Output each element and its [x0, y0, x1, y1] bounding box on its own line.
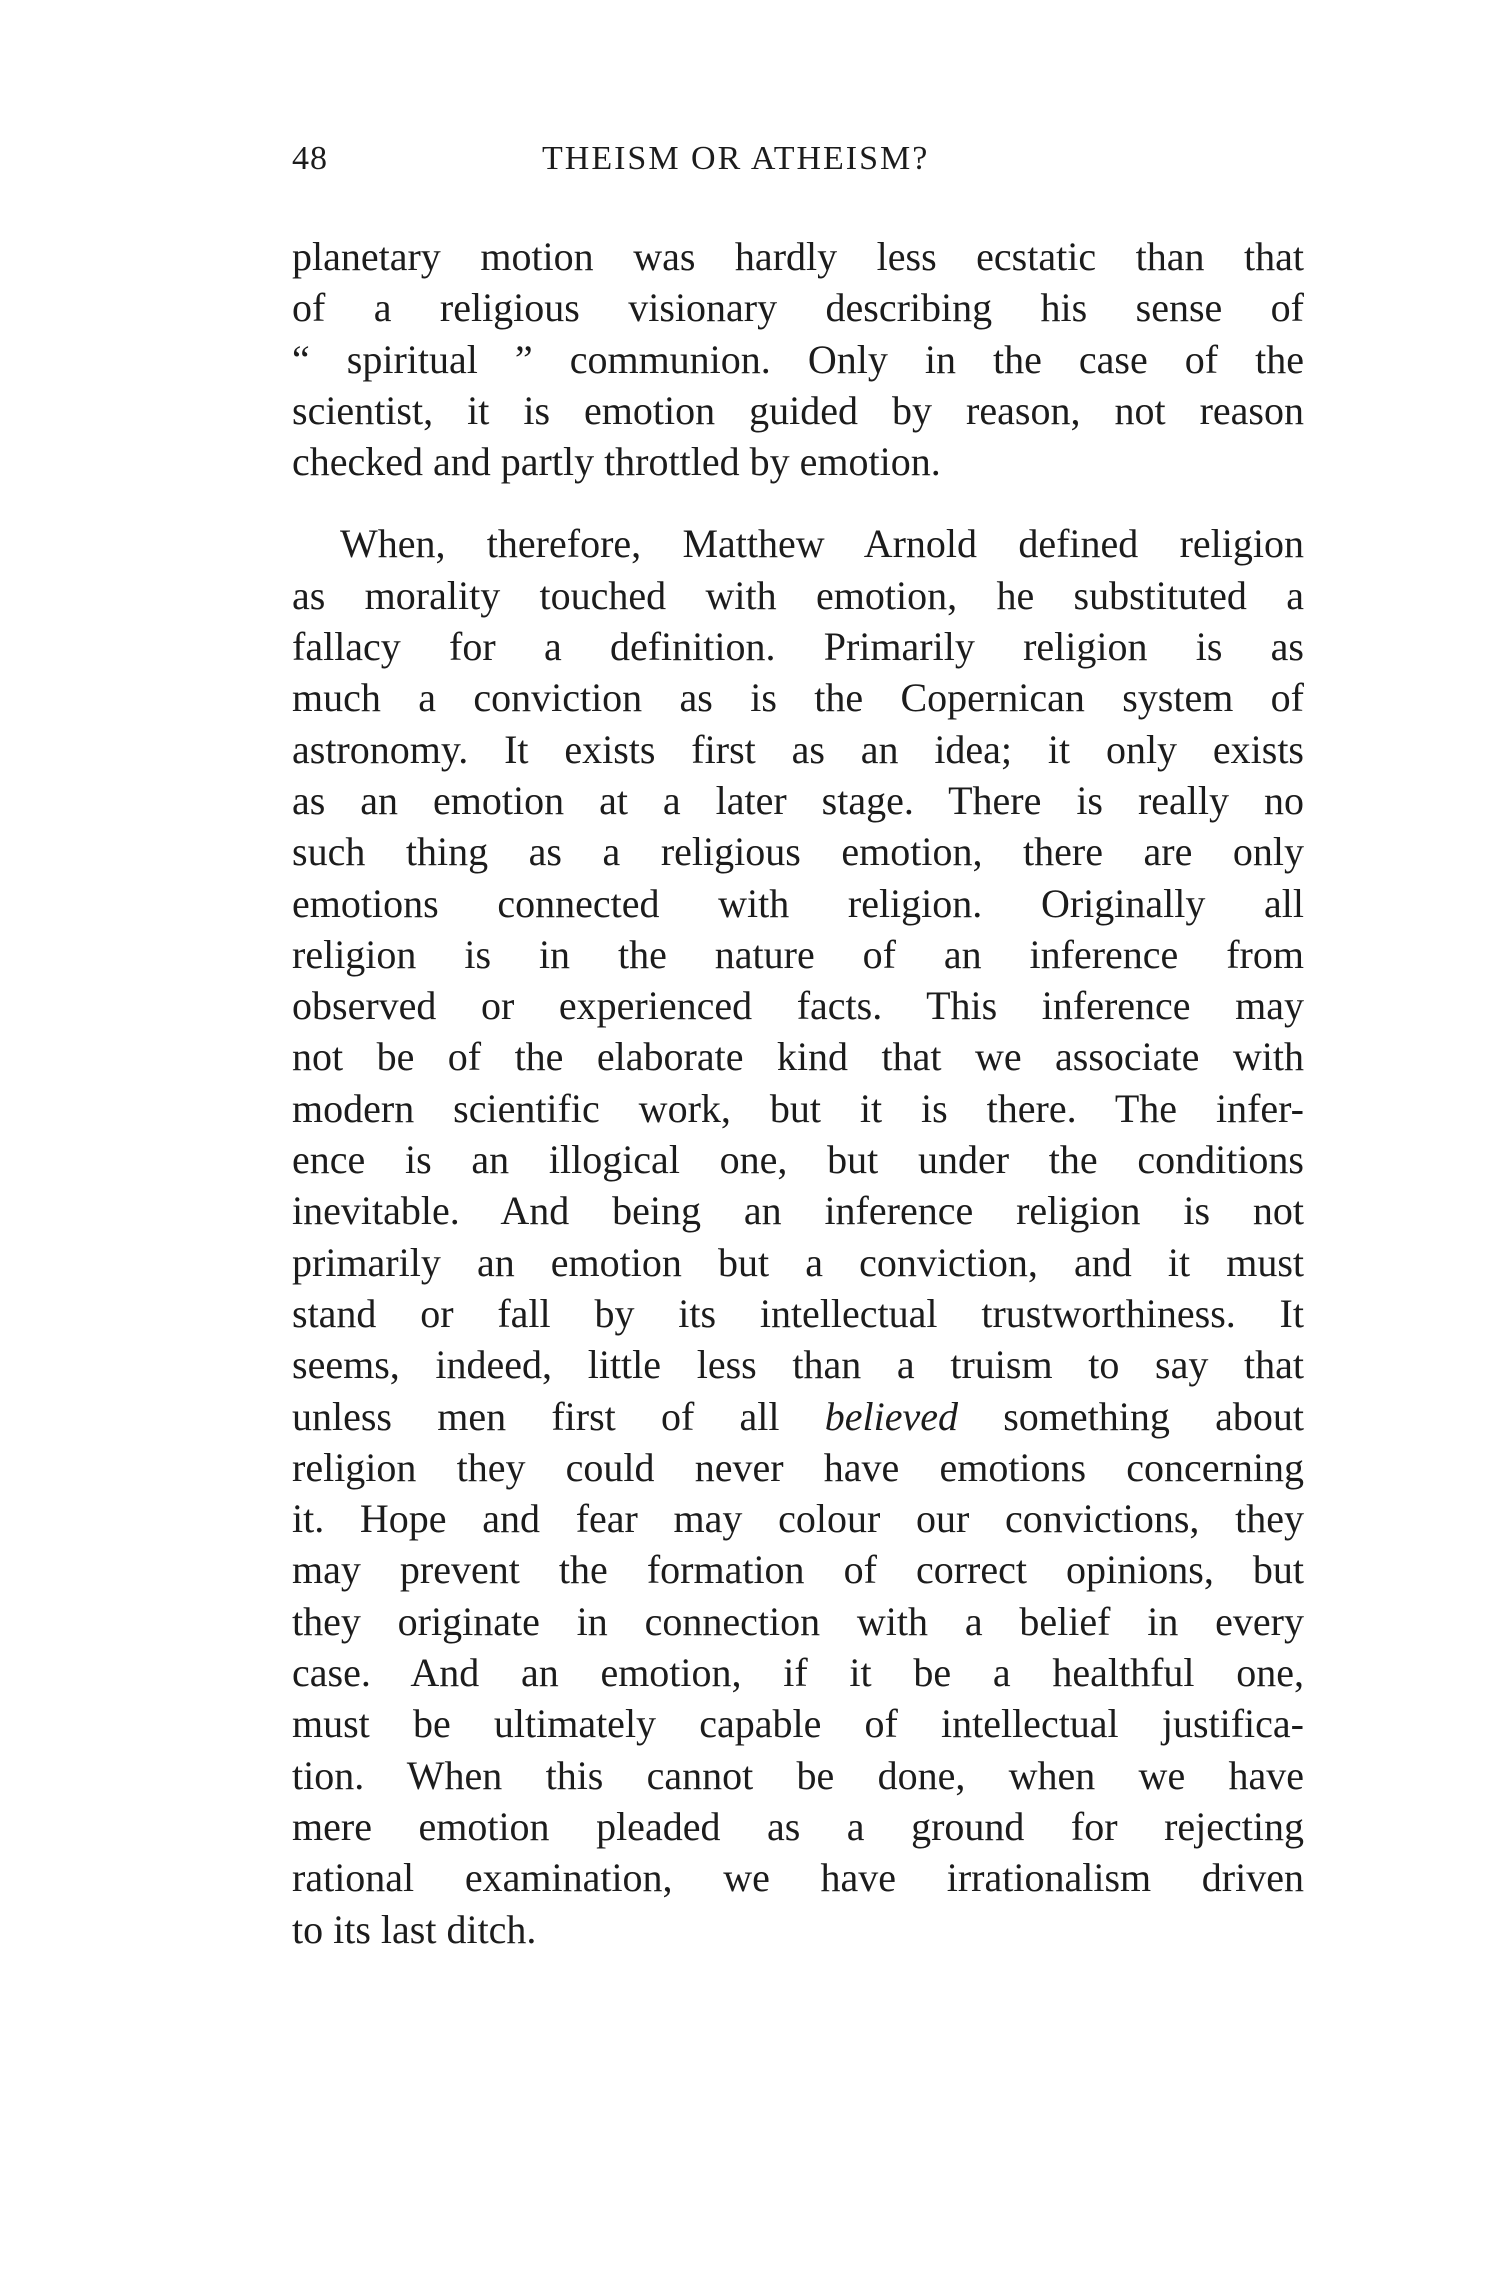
- text-line: observed or experienced facts. This inference may: [292, 983, 1304, 1029]
- paragraph-2: [292, 518, 1304, 1954]
- text-line: seems, indeed, little less than a truism to say that: [292, 1342, 1304, 1388]
- text-line: case. And an emotion, if it be a healthful one,: [292, 1650, 1304, 1696]
- text-line: mere emotion pleaded as a ground for rejecting: [292, 1803, 1304, 1849]
- text-line: religion they could never have emotions concerning: [292, 1444, 1304, 1490]
- text-line: modern scientific work, but it is there. The infer-: [292, 1085, 1304, 1131]
- text-line: stand or fall by its intellectual trustworthiness. It: [292, 1290, 1304, 1336]
- text-line: checked and partly throttled by emotion.: [292, 439, 941, 485]
- text-line: of a religious visionary describing his sense of: [292, 285, 1304, 331]
- text-line: astronomy. It exists first as an idea; it only exists: [292, 726, 1304, 772]
- text-line: may prevent the formation of correct opinions, but: [292, 1547, 1304, 1593]
- text-line: ence is an illogical one, but under the conditions: [292, 1137, 1304, 1183]
- page-number: 48: [292, 140, 328, 177]
- text-line: planetary motion was hardly less ecstatic than that: [292, 234, 1304, 279]
- text-line: rational examination, we have irrationalism driven: [292, 1855, 1304, 1901]
- text-line: religion is in the nature of an inference from: [292, 931, 1304, 977]
- paragraph-1: [292, 231, 1304, 487]
- text-line: fallacy for a definition. Primarily religion is as: [292, 624, 1304, 670]
- text-line: tion. When this cannot be done, when we have: [292, 1752, 1304, 1798]
- text-line-with-italic: [292, 1391, 1304, 1442]
- running-title: THEISM OR ATHEISM?: [542, 140, 930, 177]
- text-line: When, therefore, Matthew Arnold defined religion: [340, 521, 1304, 567]
- text-line: such thing as a religious emotion, there are only: [292, 829, 1304, 875]
- text-line: it. Hope and fear may colour our convictions, they: [292, 1496, 1304, 1542]
- text-segment: something about: [958, 1393, 1305, 1439]
- text-line: much a conviction as is the Copernican system of: [292, 675, 1304, 721]
- text-line: they originate in connection with a belief in every: [292, 1598, 1304, 1644]
- running-head: [292, 140, 1304, 190]
- text-segment: unless men first of all: [292, 1393, 825, 1439]
- text-line: scientist, it is emotion guided by reason, not reason: [292, 387, 1304, 433]
- text-line: emotions connected with religion. Originally all: [292, 880, 1304, 926]
- body-text: [292, 231, 1304, 1955]
- text-line: must be ultimately capable of intellectual justifica-: [292, 1701, 1304, 1747]
- text-line: as an emotion at a later stage. There is really no: [292, 777, 1304, 823]
- text-line: “ spiritual ” communion. Only in the case of the: [292, 336, 1304, 382]
- text-line: inevitable. And being an inference religion is not: [292, 1188, 1304, 1234]
- text-line: to its last ditch.: [292, 1906, 537, 1952]
- paragraph-gap: [292, 487, 1304, 518]
- text-line: primarily an emotion but a conviction, and it must: [292, 1239, 1304, 1285]
- text-line: not be of the elaborate kind that we associate with: [292, 1034, 1304, 1080]
- italic-word: believed: [824, 1393, 959, 1439]
- text-line: as morality touched with emotion, he substituted a: [292, 572, 1304, 618]
